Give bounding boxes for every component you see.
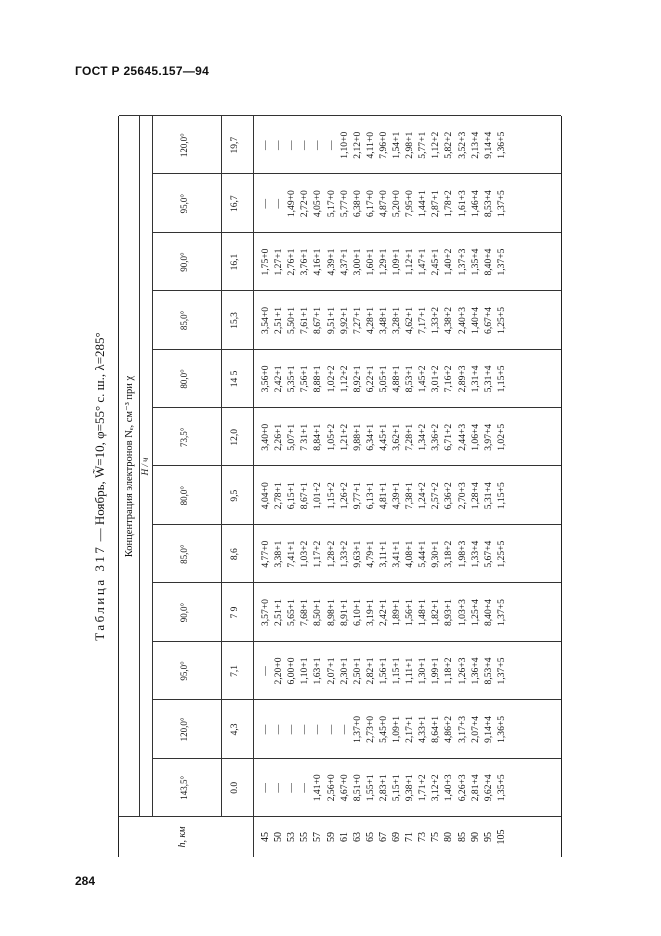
- value-cell: 1,48+1: [417, 599, 429, 627]
- value-cell: 6,10+1: [351, 599, 363, 627]
- value-cell: 2,72+0: [299, 190, 311, 218]
- value-cell: 1,24+2: [417, 482, 429, 510]
- table-caption-label: Таблица 317: [92, 544, 107, 641]
- value-cell: 1,60+1: [364, 248, 376, 276]
- value-cell: 1,61+3: [456, 190, 468, 218]
- value-cell: 3,97+4: [482, 423, 494, 451]
- value-cell: 6,00+0: [286, 657, 298, 685]
- value-cell: 5,20+0: [391, 190, 402, 218]
- value-cell: 9,77+1: [351, 482, 363, 510]
- value-cell: 1,18+2: [443, 657, 455, 685]
- value-cell: 2,81+4: [469, 774, 481, 802]
- value-cell: 5,07+1: [286, 423, 298, 451]
- value-cell: —: [273, 140, 285, 151]
- rotated-table-block: [88, 116, 560, 857]
- document-header: ГОСТ Р 25645.157—94: [75, 64, 210, 78]
- value-cell: 1,37+0: [351, 715, 363, 743]
- value-cell: —: [260, 666, 271, 676]
- value-cell: 1,35+5: [495, 774, 507, 802]
- value-cell: 3,41+1: [391, 540, 402, 568]
- value-cell: 1,82+1: [430, 599, 442, 627]
- value-cell: 9,51+1: [325, 306, 337, 334]
- value-cell: 5,45+0: [377, 715, 389, 743]
- value-cell: 8,53+4: [482, 190, 494, 218]
- value-cell: 6,34+1: [364, 423, 376, 451]
- value-cell: 1,30+1: [417, 657, 429, 685]
- value-cell: 1,10+0: [338, 131, 350, 159]
- height-cell: 50: [273, 832, 285, 842]
- value-cell: 1,09+1: [391, 248, 402, 276]
- table-rule: [152, 699, 561, 700]
- table-rule: [152, 349, 561, 350]
- value-cell: 1,26+3: [456, 657, 468, 685]
- table-caption-text: — Ноябрь, W̃=10, φ=55° с. ш., λ=285°: [92, 332, 107, 542]
- value-cell: 4,81+1: [377, 482, 389, 510]
- value-cell: 9,63+1: [351, 540, 363, 568]
- value-cell: 5,31+4: [482, 482, 494, 510]
- value-cell: 1,17+2: [312, 540, 324, 568]
- value-cell: 7,95+0: [404, 190, 416, 218]
- value-cell: 2,07+1: [325, 657, 337, 685]
- value-cell: 9,88+1: [351, 423, 363, 451]
- value-cell: 1,45+2: [417, 365, 429, 393]
- value-cell: 7,41+1: [286, 540, 298, 568]
- table-main-title: Концентрация электронов Nₑ, см⁻³ при χ: [124, 375, 135, 558]
- height-cell: 75: [430, 832, 442, 842]
- column-time-header: 16,1: [230, 253, 240, 271]
- value-cell: 7,96+0: [377, 131, 389, 159]
- value-cell: 4,86+2: [443, 715, 455, 743]
- value-cell: 5,77+1: [417, 131, 429, 159]
- value-cell: 2,20+0: [273, 657, 285, 685]
- column-time-header: 0.0: [230, 781, 240, 794]
- value-cell: 1,25+5: [495, 540, 507, 568]
- value-cell: 5,15+1: [391, 774, 402, 802]
- height-cell: 53: [286, 832, 298, 842]
- value-cell: 3,48+1: [377, 306, 389, 334]
- column-time-header: 14 5: [230, 370, 240, 388]
- value-cell: 5,35+1: [286, 365, 298, 393]
- value-cell: 9,62+4: [482, 774, 494, 802]
- value-cell: 1,37+5: [495, 599, 507, 627]
- value-cell: —: [286, 783, 298, 793]
- value-cell: 8,91+1: [338, 599, 350, 627]
- value-cell: 2,73+0: [364, 715, 376, 743]
- value-cell: 8,67+1: [312, 306, 324, 334]
- value-cell: 2,42+1: [377, 599, 389, 627]
- value-cell: 1,56+1: [377, 657, 389, 685]
- value-cell: 1,25+4: [469, 599, 481, 627]
- value-cell: 5,50+1: [286, 306, 298, 334]
- column-chi-header: 80,0°: [179, 486, 189, 506]
- height-cell: 63: [351, 832, 363, 842]
- value-cell: 8,93+1: [443, 599, 455, 627]
- value-cell: 2,82+1: [364, 657, 376, 685]
- height-cell: 69: [391, 832, 402, 842]
- value-cell: 7,38+1: [404, 482, 416, 510]
- value-cell: 2,98+1: [404, 131, 416, 159]
- value-cell: 2,76+1: [286, 248, 298, 276]
- table-caption: [88, 116, 112, 857]
- value-cell: 8,67+1: [299, 482, 311, 510]
- value-cell: 1,40+3: [443, 774, 455, 802]
- value-cell: 5,31+4: [482, 365, 494, 393]
- value-cell: 1,33+4: [469, 540, 481, 568]
- height-cell: 105: [495, 829, 507, 845]
- value-cell: 3,36+2: [430, 423, 442, 451]
- value-cell: 1,46+4: [469, 190, 481, 218]
- value-cell: 1,41+0: [312, 774, 324, 802]
- value-cell: 1,71+2: [417, 774, 429, 802]
- value-cell: 1,75+0: [260, 248, 271, 276]
- value-cell: 7,17+1: [417, 306, 429, 334]
- value-cell: —: [260, 140, 271, 151]
- value-cell: 1,03+3: [456, 599, 468, 627]
- value-cell: —: [286, 724, 298, 735]
- value-cell: 1,27+1: [273, 248, 285, 276]
- value-cell: 1,36+5: [495, 715, 507, 743]
- value-cell: 1,28+4: [469, 482, 481, 510]
- value-cell: 2,26+1: [273, 423, 285, 451]
- column-time-header: 8,6: [230, 548, 240, 561]
- value-cell: 4,79+1: [364, 540, 376, 568]
- value-cell: 8,40+4: [482, 599, 494, 627]
- value-cell: 2,56+0: [325, 774, 337, 802]
- value-cell: 1,15+5: [495, 365, 507, 393]
- value-cell: —: [299, 724, 311, 735]
- value-cell: 1,28+2: [325, 540, 337, 568]
- value-cell: 1,15+5: [495, 482, 507, 510]
- value-cell: 8,88+1: [312, 365, 324, 393]
- value-cell: 4,88+1: [391, 365, 402, 393]
- value-cell: 2,40+3: [456, 306, 468, 334]
- value-cell: 3,38+1: [273, 540, 285, 568]
- value-cell: 1,99+1: [430, 657, 442, 685]
- column-time-header: 12,0: [230, 428, 240, 446]
- value-cell: 1,98+3: [456, 540, 468, 568]
- value-cell: 1,36+5: [495, 131, 507, 159]
- value-cell: 1,37+5: [495, 657, 507, 685]
- value-cell: 3,18+2: [443, 540, 455, 568]
- value-cell: 1,54+1: [391, 131, 402, 159]
- value-cell: —: [325, 140, 337, 151]
- value-cell: —: [273, 724, 285, 735]
- value-cell: 6,13+1: [364, 482, 376, 510]
- value-cell: 5,44+1: [417, 540, 429, 568]
- value-cell: 2,45+1: [430, 248, 442, 276]
- value-cell: 1,29+1: [377, 248, 389, 276]
- column-time-header: 19,7: [230, 136, 240, 154]
- value-cell: —: [312, 724, 324, 735]
- height-cell: 61: [338, 832, 350, 842]
- value-cell: 1,47+1: [417, 248, 429, 276]
- value-cell: 9,14+4: [482, 715, 494, 743]
- value-cell: 7,16+2: [443, 365, 455, 393]
- height-cell: 59: [325, 832, 337, 842]
- value-cell: 3,76+1: [299, 248, 311, 276]
- value-cell: 8,98+1: [325, 599, 337, 627]
- value-cell: 8,50+1: [312, 599, 324, 627]
- data-table: [118, 116, 562, 857]
- value-cell: 4,33+1: [417, 715, 429, 743]
- value-cell: 1,55+1: [364, 774, 376, 802]
- value-cell: 3,17+3: [456, 715, 468, 743]
- table-rule: [152, 232, 561, 233]
- value-cell: —: [325, 724, 337, 735]
- value-cell: 2,42+1: [273, 365, 285, 393]
- value-cell: 4,67+0: [338, 774, 350, 802]
- value-cell: 6,38+0: [351, 190, 363, 218]
- value-cell: 3,56+0: [260, 365, 271, 393]
- value-cell: —: [338, 724, 350, 735]
- height-cell: 65: [364, 832, 376, 842]
- table-rule: [253, 116, 254, 857]
- column-chi-header: 120,0°: [179, 717, 189, 742]
- value-cell: 3,62+1: [391, 423, 402, 451]
- value-cell: 1,02+5: [495, 423, 507, 451]
- value-cell: 2,44+3: [456, 423, 468, 451]
- value-cell: 2,89+3: [456, 365, 468, 393]
- value-cell: 1,26+2: [338, 482, 350, 510]
- value-cell: 1,35+4: [469, 248, 481, 276]
- height-cell: 80: [443, 832, 455, 842]
- value-cell: 9,14+4: [482, 131, 494, 159]
- column-chi-header: 90,0°: [179, 602, 189, 623]
- column-chi-header: 85,0°: [179, 544, 189, 564]
- value-cell: 5,05+1: [377, 365, 389, 393]
- column-chi-header: 95,0°: [179, 661, 189, 681]
- value-cell: 1,06+4: [469, 423, 481, 451]
- table-rule: [152, 582, 561, 583]
- value-cell: 1,03+2: [299, 540, 311, 568]
- value-cell: 2,12+0: [351, 131, 363, 159]
- value-cell: 4,16+1: [312, 248, 324, 276]
- height-cell: 95: [482, 832, 494, 842]
- value-cell: 6,71+2: [443, 423, 455, 451]
- height-cell: 45: [260, 832, 271, 842]
- value-cell: 1,15+1: [391, 657, 402, 685]
- value-cell: 8,92+1: [351, 365, 363, 393]
- table-rule: [221, 116, 222, 817]
- value-cell: 8,53+1: [404, 365, 416, 393]
- value-cell: 7,28+1: [404, 423, 416, 451]
- table-rule: [152, 407, 561, 408]
- value-cell: 1,31+4: [469, 365, 481, 393]
- value-cell: 6,17+0: [364, 190, 376, 218]
- value-cell: —: [312, 140, 324, 151]
- value-cell: —: [299, 783, 311, 793]
- column-time-header: 9,5: [230, 489, 240, 502]
- value-cell: 2,57+2: [430, 482, 442, 510]
- value-cell: 4,39+1: [391, 482, 402, 510]
- value-cell: 4,62+1: [404, 306, 416, 334]
- column-time-header: 16,7: [230, 195, 240, 212]
- height-cell: 55: [299, 832, 311, 842]
- value-cell: 1,49+0: [286, 190, 298, 218]
- value-cell: 1,34+2: [417, 423, 429, 451]
- column-chi-header: 95,0°: [179, 193, 189, 214]
- value-cell: 8,40+4: [482, 248, 494, 276]
- value-cell: 1,01+2: [312, 482, 324, 510]
- value-cell: 3,11+1: [377, 540, 389, 568]
- value-cell: 4,45+1: [377, 423, 389, 451]
- value-cell: 1,11+1: [404, 657, 416, 685]
- value-cell: 8,53+4: [482, 657, 494, 685]
- row-header-label: h, км: [177, 826, 188, 848]
- table-rule: [152, 116, 153, 817]
- value-cell: 1,09+1: [391, 715, 402, 743]
- height-cell: 57: [312, 832, 324, 842]
- value-cell: 1,05+2: [325, 423, 337, 451]
- value-cell: 3,40+0: [260, 423, 271, 451]
- value-cell: 9,38+1: [404, 774, 416, 802]
- column-time-header: 7 9: [230, 606, 240, 619]
- value-cell: 3,52+3: [456, 131, 468, 159]
- value-cell: 2,78+1: [273, 482, 285, 510]
- value-cell: 6,67+4: [482, 306, 494, 334]
- value-cell: 1,15+2: [325, 482, 337, 510]
- value-cell: 1,37+5: [495, 190, 507, 218]
- height-cell: 90: [469, 832, 481, 842]
- value-cell: 2,70+3: [456, 482, 468, 510]
- value-cell: —: [260, 783, 271, 793]
- value-cell: 5,67+4: [482, 540, 494, 568]
- value-cell: 1,10+1: [299, 657, 311, 685]
- value-cell: 1,40+2: [443, 248, 455, 276]
- table-sub-title: H / ч: [140, 457, 150, 476]
- value-cell: 8,84+1: [312, 423, 324, 451]
- value-cell: 9,92+1: [338, 306, 350, 334]
- height-cell: 67: [377, 832, 389, 842]
- value-cell: 1,44+1: [417, 190, 429, 218]
- value-cell: 4,08+1: [404, 540, 416, 568]
- value-cell: 8,51+0: [351, 774, 363, 802]
- value-cell: 4,04+0: [260, 482, 271, 510]
- value-cell: 1,78+2: [443, 190, 455, 218]
- value-cell: 6,36+2: [443, 482, 455, 510]
- column-chi-header: 120,0°: [179, 133, 189, 158]
- value-cell: 7,68+1: [299, 599, 311, 627]
- value-cell: 2,51+1: [273, 599, 285, 627]
- table-rule: [152, 466, 561, 467]
- value-cell: 7,27+1: [351, 306, 363, 334]
- value-cell: 4,87+0: [377, 190, 389, 218]
- column-chi-header: 85,0°: [179, 310, 189, 331]
- height-cell: 73: [417, 832, 429, 842]
- table-rule: [152, 173, 561, 174]
- value-cell: 3,01+2: [430, 365, 442, 393]
- value-cell: 2,07+4: [469, 715, 481, 743]
- value-cell: 3,54+0: [260, 306, 271, 334]
- value-cell: 4,39+1: [325, 248, 337, 276]
- value-cell: 7 31+1: [299, 423, 311, 451]
- value-cell: 2,87+1: [430, 190, 442, 218]
- table-rule: [152, 524, 561, 525]
- value-cell: 7,56+1: [299, 365, 311, 393]
- value-cell: 5,17+0: [325, 190, 337, 218]
- column-time-header: 15,3: [230, 312, 240, 329]
- value-cell: 2,83+1: [377, 774, 389, 802]
- value-cell: 2,51+1: [273, 306, 285, 334]
- value-cell: 1,33+2: [338, 540, 350, 568]
- value-cell: 3,28+1: [391, 306, 402, 334]
- value-cell: 6,22+1: [364, 365, 376, 393]
- value-cell: 2,13+4: [469, 131, 481, 159]
- height-cell: 71: [404, 832, 416, 842]
- value-cell: —: [260, 724, 271, 735]
- table-rule: [152, 758, 561, 759]
- value-cell: 8,64+1: [430, 715, 442, 743]
- value-cell: 1,37+3: [456, 248, 468, 276]
- value-cell: 1,02+2: [325, 365, 337, 393]
- value-cell: 1,21+2: [338, 423, 350, 451]
- value-cell: 1,36+4: [469, 657, 481, 685]
- column-time-header: 7,1: [230, 665, 240, 677]
- column-time-header: 4,3: [230, 723, 240, 736]
- height-cell: 85: [456, 832, 468, 842]
- value-cell: 2,17+1: [404, 715, 416, 743]
- column-chi-header: 73,5°: [179, 427, 189, 447]
- value-cell: 1,12+2: [338, 365, 350, 393]
- value-cell: 1,37+5: [495, 248, 507, 276]
- value-cell: 4,37+1: [338, 248, 350, 276]
- page-number: 284: [75, 874, 96, 888]
- value-cell: —: [299, 140, 311, 151]
- value-cell: —: [260, 198, 271, 209]
- value-cell: 1,12+2: [430, 131, 442, 159]
- value-cell: 5,65+1: [286, 599, 298, 627]
- value-cell: 7,61+1: [299, 306, 311, 334]
- table-rule: [152, 290, 561, 291]
- value-cell: —: [286, 140, 298, 151]
- value-cell: 4,28+1: [364, 306, 376, 334]
- value-cell: 5,77+0: [338, 190, 350, 218]
- value-cell: 3,00+1: [351, 248, 363, 276]
- value-cell: 1,63+1: [312, 657, 324, 685]
- value-cell: 5,82+2: [443, 131, 455, 159]
- value-cell: 4,38+2: [443, 306, 455, 334]
- column-chi-header: 80,0°: [179, 369, 189, 389]
- table-rule: [152, 641, 561, 642]
- value-cell: 3,57+0: [260, 599, 271, 627]
- value-cell: 1,56+1: [404, 599, 416, 627]
- column-chi-header: 90,0°: [179, 252, 189, 272]
- value-cell: 9,30+1: [430, 540, 442, 568]
- value-cell: 1,12+1: [404, 248, 416, 276]
- value-cell: 4,11+0: [364, 131, 376, 159]
- value-cell: 1,25+5: [495, 306, 507, 334]
- value-cell: 1,40+4: [469, 306, 481, 334]
- value-cell: 2,30+1: [338, 657, 350, 685]
- value-cell: 2,50+1: [351, 657, 363, 685]
- value-cell: —: [273, 198, 285, 209]
- column-chi-header: 143,5°: [179, 775, 189, 800]
- value-cell: 3,19+1: [364, 599, 376, 627]
- value-cell: 3,12+2: [430, 774, 442, 802]
- value-cell: —: [273, 783, 285, 793]
- value-cell: 1,33+2: [430, 306, 442, 334]
- value-cell: 4,77+0: [260, 540, 271, 568]
- value-cell: 6,26+3: [456, 774, 468, 802]
- value-cell: 4,05+0: [312, 190, 324, 218]
- value-cell: 1,89+1: [391, 599, 402, 627]
- value-cell: 6,15+1: [286, 482, 298, 510]
